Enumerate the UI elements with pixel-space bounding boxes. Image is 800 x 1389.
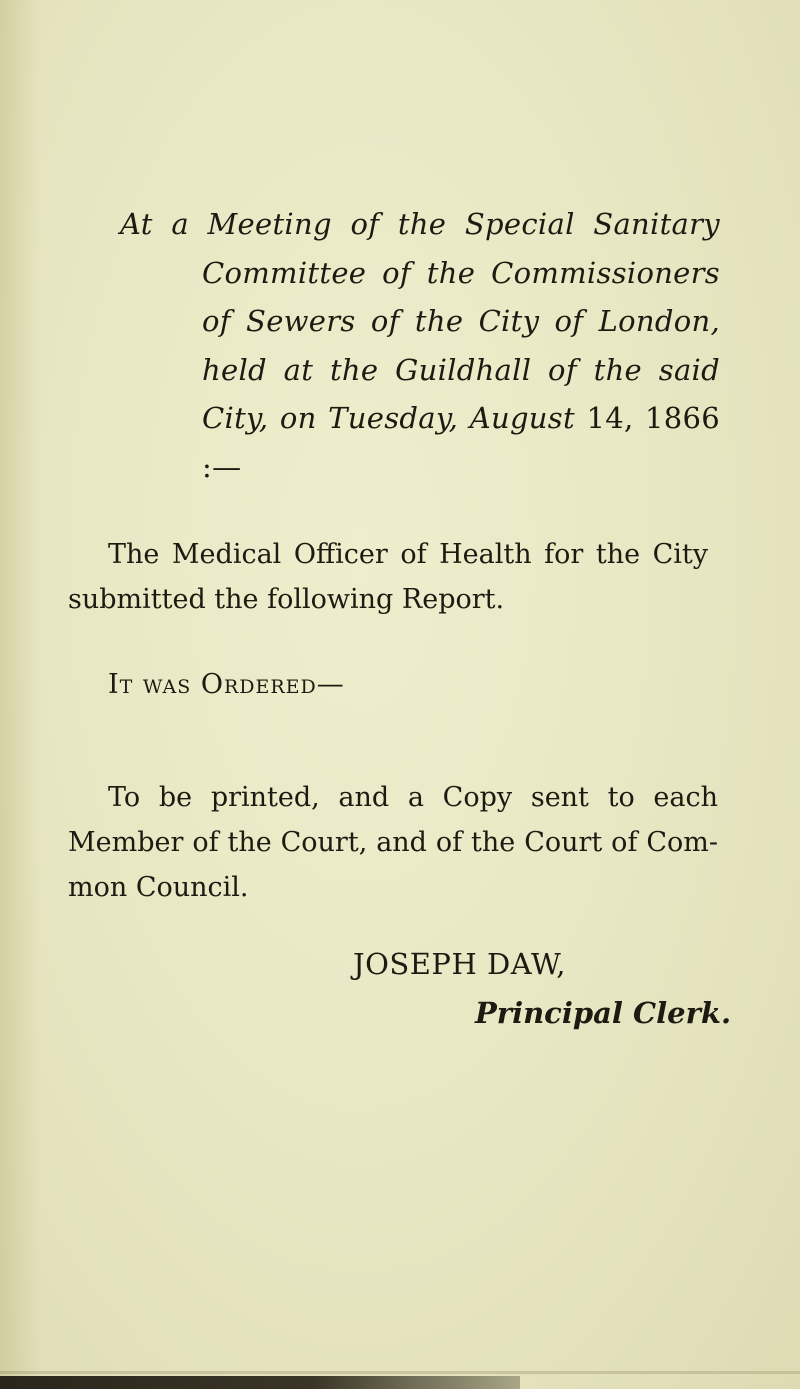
signatory-name: JOSEPH DAW, <box>353 947 566 981</box>
page-edge-shading <box>0 0 40 1389</box>
meeting-heading <box>120 200 720 491</box>
report-paragraph: The Medical Officer of Health for the City submitted the following Report. <box>68 539 708 615</box>
bottom-shadow-line <box>0 1371 800 1374</box>
heading-text: a Meeting of the Special Sanitary Committee of the Commissioners of Sewers of the City of London, held at the Guildhall of the said City, on Tuesday, August <box>171 207 720 435</box>
heading-date: 14, 1866 :— <box>202 401 720 484</box>
signatory-title: Principal Clerk. <box>475 996 732 1030</box>
bottom-page-edge <box>0 1376 520 1389</box>
order-paragraph: To be printed, and a Copy sent to each Member of the Court, and of the Court of Com- mon Council. <box>68 782 718 903</box>
ordered-line: It was Ordered— <box>108 669 345 700</box>
heading-lead: At <box>120 207 153 241</box>
